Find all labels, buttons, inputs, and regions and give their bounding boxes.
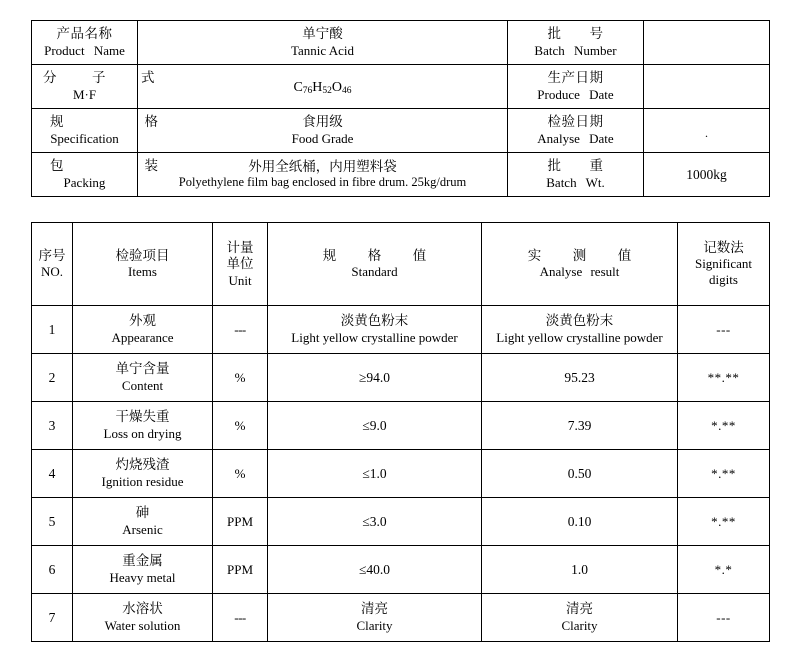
row-result-en: Clarity [561,617,598,633]
header-analyse-result-cn: 实 测 值 [527,247,641,263]
row-result [482,498,678,546]
row-unit-value: --- [234,609,246,625]
header-no-cell [32,223,73,306]
row-standard [268,546,482,594]
header-unit-en: Unit [228,272,252,288]
row-significant-digits [678,354,770,402]
analyse-date-value-cell [644,109,770,153]
row-result [482,402,678,450]
header-significant-digits-cell [678,223,770,306]
row-result [482,354,678,402]
molecular-formula-value-cell [138,65,508,109]
row-standard-en: ≤1.0 [362,465,387,481]
row-significant-digits [678,498,770,546]
row-no-value: 3 [48,417,56,433]
row-significant-digits [678,306,770,354]
row-result [482,450,678,498]
specification-value-cell [138,109,508,153]
row-result-en: 1.0 [571,561,588,577]
analysis-results-table [31,222,770,642]
row-standard-en: ≤40.0 [358,561,391,577]
analyse-date-value: · [704,129,709,144]
row-no-value: 2 [48,369,56,385]
row-standard [268,402,482,450]
analyse-date-label-cell [508,109,644,153]
table-row [32,498,770,546]
table-row [32,109,770,153]
produce-date-value-cell [644,65,770,109]
row-item-en: Loss on drying [103,425,182,441]
product-name-label-cn: 产品名称 [56,26,113,42]
table-row [32,21,770,65]
row-standard [268,450,482,498]
table-row [32,402,770,450]
row-standard-en: ≤9.0 [362,417,387,433]
row-item-en: Ignition residue [101,473,184,489]
row-item-cn: 单宁含量 [115,361,170,377]
row-result-en: 95.23 [564,369,595,385]
row-result-cn: 淡黄色粉末 [545,313,614,329]
batch-number-value-cell [644,21,770,65]
header-unit-cn-line2: 单位 [226,256,254,272]
row-significant-digits [678,402,770,450]
produce-date-label-cell [508,65,644,109]
row-no [32,546,73,594]
row-item-cn: 干燥失重 [115,409,170,425]
batch-weight-label-en: Batch Wt. [546,174,605,190]
row-unit-value: % [234,369,246,385]
row-standard [268,498,482,546]
row-unit [213,306,268,354]
row-item-cn: 水溶状 [122,601,163,617]
product-info-table-container [31,20,769,197]
header-analyse-result-cell [482,223,678,306]
row-standard-cn: 淡黄色粉末 [340,313,409,329]
molecular-formula-value: $C_{76}H_{52}O_{46}$ [293,79,352,97]
row-unit [213,354,268,402]
row-unit-value: PPM [226,561,254,577]
row-result-en: Light yellow crystalline powder [496,329,663,345]
batch-number-label-cn: 批 号 [547,26,604,42]
row-standard [268,354,482,402]
row-unit [213,546,268,594]
row-no [32,354,73,402]
row-result-en: 0.50 [567,465,592,481]
row-significant-digits-value: **.** [707,369,740,385]
row-no [32,498,73,546]
batch-weight-value-cell [644,153,770,197]
table-row [32,306,770,354]
packing-label-cell [32,153,176,197]
row-item-en: Water solution [104,617,181,633]
product-name-value-cn: 单宁酸 [302,26,343,42]
product-name-label-en: Product Name [44,42,125,58]
row-significant-digits [678,546,770,594]
row-item [73,594,213,642]
row-no-value: 4 [48,465,56,481]
table-row [32,153,770,197]
product-name-value-cell [138,21,508,65]
row-no-value: 6 [48,561,56,577]
row-result-en: 7.39 [567,417,592,433]
row-standard-en: ≤3.0 [362,513,387,529]
product-name-value-en: Tannic Acid [291,42,354,58]
row-item [73,546,213,594]
header-items-cn: 检验项目 [115,247,170,263]
row-unit [213,402,268,450]
row-no [32,306,73,354]
row-result-cn: 清亮 [566,601,593,617]
molecular-formula-label-cn: 分 子 式 [43,70,166,86]
row-unit-value: % [234,417,246,433]
batch-weight-label-cell [508,153,644,197]
batch-weight-value: 1000kg [686,166,727,182]
row-item-cn: 外观 [129,313,156,329]
row-significant-digits-value: --- [716,609,731,625]
produce-date-label-en: Produce Date [537,86,614,102]
row-standard [268,594,482,642]
table-row [32,546,770,594]
molecular-formula-label-en: M·F [72,86,97,102]
row-item-en: Content [121,377,164,393]
row-item [73,498,213,546]
produce-date-label-cn: 生产日期 [547,70,604,86]
specification-value-cn: 食用级 [302,114,343,130]
specification-label-en: Specification [50,130,119,146]
row-unit [213,594,268,642]
row-item [73,402,213,450]
table-row [32,450,770,498]
header-items-en: Items [128,264,157,280]
results-header-row [32,223,770,306]
row-result [482,306,678,354]
row-item [73,354,213,402]
header-standard-cell [268,223,482,306]
row-no [32,402,73,450]
packing-value-cell [138,153,508,197]
molecular-formula-label-cell [32,65,166,109]
product-name-label-cell [32,21,138,65]
row-item [73,306,213,354]
row-result [482,546,678,594]
packing-label-en: Packing [63,174,106,190]
row-unit [213,450,268,498]
row-item-cn: 砷 [135,505,150,521]
table-row [32,354,770,402]
analysis-results-table-container [31,222,769,642]
row-standard-cn: 清亮 [361,601,388,617]
row-no [32,450,73,498]
specification-label-cell [32,109,176,153]
specification-label-cn: 规 格 [50,114,176,130]
batch-number-label-en: Batch Number [534,42,617,58]
header-no-cn: 序号 [38,247,66,263]
specification-value-en: Food Grade [291,130,354,146]
row-significant-digits-value: *.** [711,465,736,481]
row-item-cn: 灼烧残渣 [115,457,170,473]
row-no-value: 5 [48,513,56,529]
row-standard-en: Clarity [356,617,393,633]
header-no-en: NO. [40,264,64,280]
row-standard [268,306,482,354]
row-standard-en: Light yellow crystalline powder [291,329,458,345]
row-no-value: 1 [48,321,56,337]
header-significant-digits-en-line2: digits [709,272,738,288]
row-significant-digits [678,450,770,498]
row-unit [213,498,268,546]
row-unit-value: --- [234,321,246,337]
row-significant-digits-value: --- [716,321,731,337]
product-info-table [31,20,770,197]
row-item-cn: 重金属 [122,553,163,569]
table-row [32,65,770,109]
row-item-en: Heavy metal [109,569,176,585]
header-items-cell [73,223,213,306]
row-unit-value: PPM [226,513,254,529]
header-significant-digits-cn: 记数法 [703,239,744,255]
batch-number-label-cell [508,21,644,65]
analyse-date-label-en: Analyse Date [537,130,614,146]
row-no [32,594,73,642]
row-unit-value: % [234,465,246,481]
analyse-date-label-cn: 检验日期 [547,114,604,130]
row-item-en: Arsenic [122,521,163,537]
packing-value-en: Polyethylene film bag enclosed in fibre drum. 25kg/drum [178,175,467,190]
header-analyse-result-en: Analyse result [539,264,620,280]
row-significant-digits-value: *.* [714,561,733,577]
row-result-en: 0.10 [567,513,592,529]
row-significant-digits-value: *.** [711,513,736,529]
header-unit-cn-line1: 计量 [226,239,254,255]
header-standard-cn: 规 格 值 [322,247,436,263]
row-significant-digits-value: *.** [711,417,736,433]
packing-value-cn: 外用全纸桶，内用塑料袋 [248,158,397,174]
batch-weight-label-cn: 批 重 [547,158,604,174]
header-standard-en: Standard [351,264,398,280]
header-significant-digits-en-line1: Significant [694,256,753,272]
row-no-value: 7 [48,609,56,625]
row-standard-en: ≥94.0 [358,369,391,385]
row-result [482,594,678,642]
packing-label-cn: 包 装 [50,158,176,174]
row-significant-digits [678,594,770,642]
row-item [73,450,213,498]
table-row [32,594,770,642]
header-unit-cell [213,223,268,306]
row-item-en: Appearance [111,329,174,345]
